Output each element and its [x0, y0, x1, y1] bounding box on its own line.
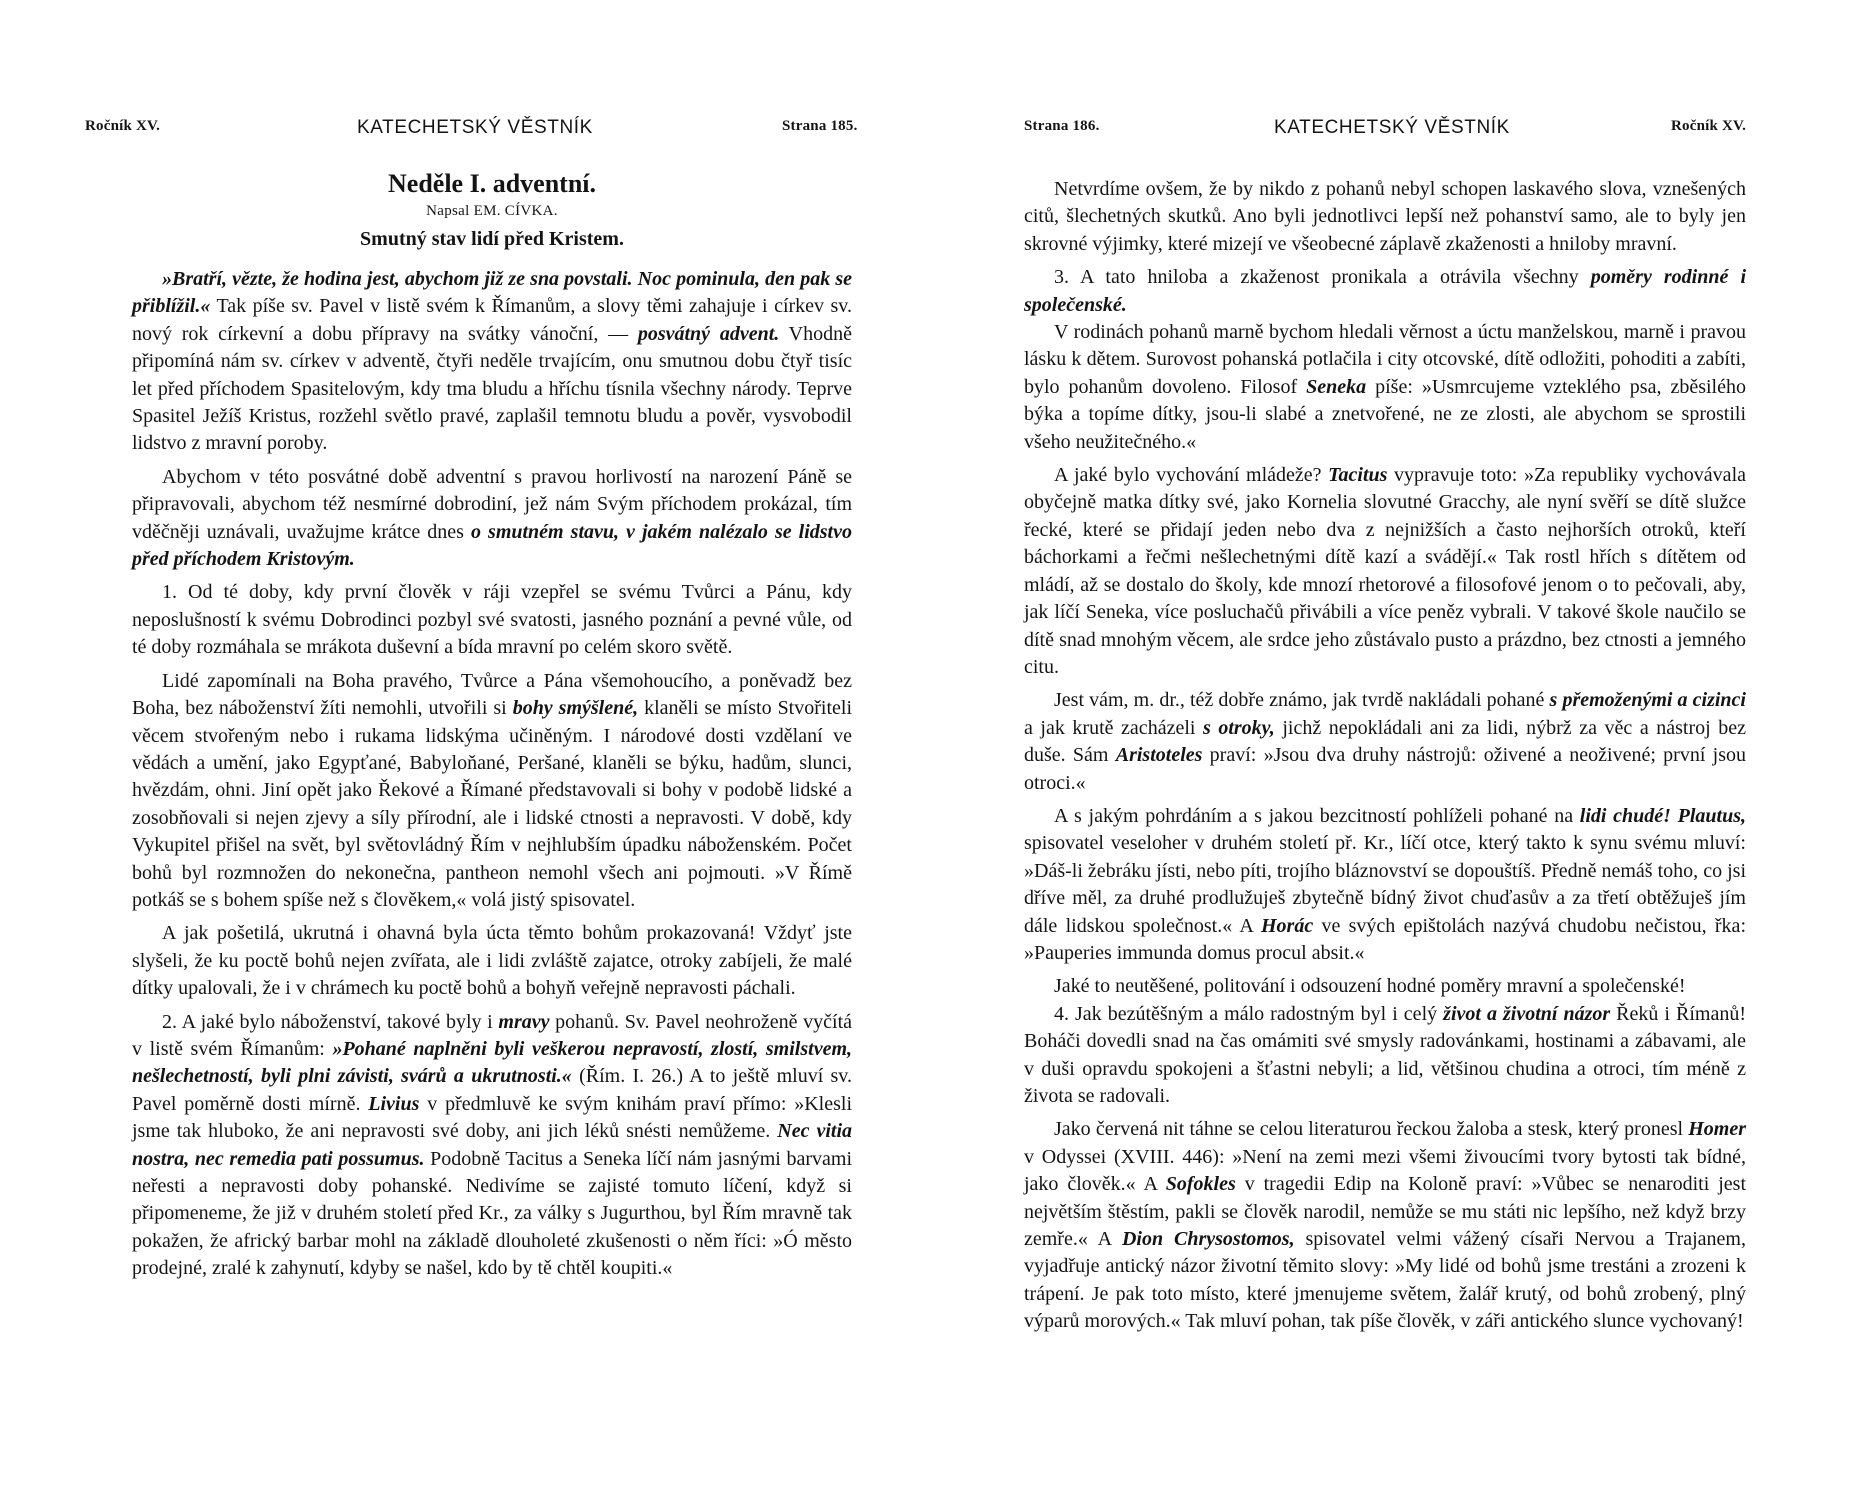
- article-subtitle: Smutný stav lidí před Kristem.: [360, 228, 624, 250]
- paragraph: A s jakým pohrdáním a s jakou bezcitností pohlíželi pohané na lidi chudé! Plautus, spisovatel veseloher v druhém století př. Kr., líčí otce, který takto k synu svému mluví: »Dáš-li žebráku jísti, nebo píti, trojího bláznovství se dopouštíš. Předně nemáš toho, co jsi dříve měl, za druhé prodlužuješ zbytečně bídný život chuďasův a za třetí obtěžuješ jím dále lidskou společnost.« A Horác ve svých epištolách nazývá chudobu nečistou, řka: »Pauperies immunda domus procul absit.«: [1024, 804, 1747, 964]
- header-page-number: Strana 186.: [1024, 118, 1100, 134]
- paragraph: 4. Jak bezútěšným a málo radostným byl i celý život a životní názor Řeků i Římanů! Boháči dovedli snad na čas omámiti své smysly radovánkami, hostinami a zábavami, ale v duši opravdu spokojeni a šťastni nebyli; a lid, většinou chudina a otroci, tím méně z života se radovali.: [1024, 1002, 1746, 1107]
- text-column: [132, 168, 852, 1283]
- header-journal-title: KATECHETSKÝ VĚSTNÍK: [357, 117, 593, 138]
- paragraph: Lidé zapomínali na Boha pravého, Tvůrce a Pána všemohoucího, a poněvadž bez Boha, bez náboženství žíti nemohli, utvořili si bohy smýšlené, klaněli se místo Stvořiteli věcem stvořeným nebo i rukama lidskýma učiněným. I národové dosti vzdělaní ve vědách a umění, jako Egypťané, Babyloňané, Peršané, klaněli se býku, hadům, slunci, hvězdám, ohni. Jiní opět jako Řekové a Římané představovali si bohy v podobě lidské a zosobňovali si nejen zjevy a síly přírodní, ale i lidské ctnosti a nepravosti. V době, kdy Vykupitel přišel na svět, byl světovládný Řím v nejhlubším úpadku náboženském. Počet bohů byl rozmnožen do nekonečna, pantheon nemohl všech ani pojmouti. »V Římě potkáš se s bohem spíše než s člověkem,« volá jistý spisovatel.: [132, 669, 853, 911]
- header-volume: Ročník XV.: [1671, 118, 1747, 134]
- paragraph: Abychom v této posvátné době adventní s pravou horlivostí na narození Páně se připravovali, abychom též nesmírné dobrodiní, jež nám Svým příchodem prokázal, tím vděčněji uznávali, uvažujme krátce dnes o smutném stavu, v jakém nalézalo se lidstvo před příchodem Kristovým.: [132, 465, 852, 571]
- paragraph: »Bratří, vězte, že hodina jest, abychom již ze sna povstali. Noc pominula, den pak se přiblížil.« Tak píše sv. Pavel v listě svém k Římanům, a slovy těmi zahajuje i církev sv. nový rok církevní a dobu přípravy na svátky vánoční, — posvátný advent. Vhodně připomíná nám sv. církev v adventě, čtyři neděle trvajícím, onu smutnou dobu čtyř tisíc let před příchodem Spasitelovým, kdy tma bludu a hříchu tísnila všechny národy. Teprve Spasitel Ježíš Kristus, rozžehl světlo pravé, zaplašil temnotu bludu a pověr, vysvobodil lidstvo z mravní poroby.: [132, 268, 852, 455]
- right-page: [929, 0, 1858, 1501]
- text-column: [1024, 176, 1746, 1336]
- article-author: Napsal EM. CÍVKA.: [426, 203, 558, 219]
- header-volume: Ročník XV.: [85, 118, 161, 134]
- paragraph: Jako červená nit táhne se celou literaturou řeckou žaloba a stesk, který pronesl Homer v Odyssei (XVIII. 446): »Není na zemi mezi všemi živoucími tvory bytosti tak bídné, jako člověk.« A Sofokles v tragedii Edip na Koloně praví: »Vůbec se nenaroditi jest největším štěstím, pakli se člověk narodil, nemůže se mu státi nic lepšího, než když brzy zemře.« A Dion Chrysostomos, spisovatel velmi vážený císaři Nervou a Trajanem, vyjadřuje antický názor životní těmito slovy: »My lidé od bohů jsme trestáni a zrozeni k trápení. Je pak toto místo, které jmenujeme světem, žalář krutý, od bohů zrobený, plný výparů morových.« Tak mluví pohan, tak píše člověk, v záři antického slunce vychovaný!: [1024, 1118, 1746, 1333]
- paragraph: Jaké to neutěšené, politování i odsouzení hodné poměry mravní a společenské!: [1054, 975, 1686, 998]
- paragraph: Jest vám, m. dr., též dobře známo, jak tvrdě nakládali pohané s přemoženými a cizinci a jak krutě zacházeli s otroky, jichž nepokládali ani za lidi, nýbrž za věc a nástroj bez duše. Sám Aristoteles praví: »Jsou dva druhy nástrojů: oživené a neoživené; první jsou otroci.«: [1024, 689, 1746, 794]
- paragraph: 3. A tato hniloba a zkaženost pronikala a otrávila všechny poměry rodinné i společenské.: [1024, 266, 1746, 316]
- paragraph: Netvrdíme ovšem, že by nikdo z pohanů nebyl schopen laskavého slova, vznešených citů, šlechetných skutků. Ano byli jednotlivci lepší než pohanství samo, ale to byly jen skrovné výjimky, které mizejí ve všeobecné záplavě zkaženosti a hniloby mravní.: [1024, 178, 1746, 255]
- paragraph: A jaké bylo vychování mládeže? Tacitus vypravuje toto: »Za republiky vychovávala obyčejně matka dítky své, jako Kornelia slovutné Gracchy, ale nyní svěří se dítě služce řecké, které se přidají jeden nebo dva z nejnižších a často nejhorších otroků, kteří báchorkami a řečmi nešlechetnými dítě kazí a svádějí.« Tak rostl hřích s dítětem od mládí, až se dostalo do školy, kde mnozí rhetorové a filosofové jenom o to pečovali, aby, jak líčí Seneka, více posluchačů přivábili a více peněz vybrali. V takové škole naučilo se dítě snad mnohým věcem, ale srdce jeho zůstávalo pusto a prázdno, bez ctnosti a jemného citu.: [1024, 464, 1746, 678]
- article-title: Neděle I. adventní.: [388, 169, 596, 198]
- header-page-number: Strana 185.: [782, 118, 858, 134]
- header-journal-title: KATECHETSKÝ VĚSTNÍK: [1274, 117, 1510, 138]
- paragraph: 1. Od té doby, kdy první člověk v ráji vzepřel se svému Tvůrci a Pánu, kdy neposlušností k svému Dobrodinci pozbyl své svatosti, jasného poznání a pevné vůle, od té doby rozmáhala se mrákota duševní a bída mravní po celém skoro světě.: [132, 581, 852, 659]
- paragraph: A jak pošetilá, ukrutná i ohavná byla úcta těmto bohům prokazovaná! Vždyť jste slyšeli, že ku poctě bohů nejen zvířata, ale i lidi zvláště zajatce, otroky zabíjeli, že malé dítky upalovali, že i v chrámech ku poctě bohů a bohyň veřejně nepravosti páchali.: [132, 922, 852, 1000]
- paragraph: V rodinách pohanů marně bychom hledali věrnost a úctu manželskou, marně i pravou lásku k dětem. Surovost pohanská potlačila i city otcovské, dítě odložiti, pohoditi a zabíti, bylo pohanům dovoleno. Filosof Seneka píše: »Usmrcujeme vzteklého psa, zběsilého býka a topíme dítky, jsou-li slabé a znetvořené, ne ze zlosti, ale abychom se sprostili všeho neužitečného.«: [1024, 321, 1746, 453]
- paragraph: 2. A jaké bylo náboženství, takové byly i mravy pohanů. Sv. Pavel neohroženě vyčítá v listě svém Římanům: »Pohané naplněni byli veškerou nepravostí, zlostí, smilstvem, nešlechetností, byli plni závisti, svárů a ukrutnosti.« (Řím. I. 26.) A to ještě mluví sv. Pavel poměrně dosti mírně. Livius v předmluvě ke svým knihám praví přímo: »Klesli jsme tak hluboko, že ani nepravosti své doby, ani jich léků snésti nemůžeme. Nec vitia nostra, nec remedia pati possumus. Podobně Tacitus a Seneka líčí nám jasnými barvami neřesti a nepravosti doby pohanské. Nedivíme se zajisté tomuto líčení, když si připomeneme, že již v druhém století před Kr., za války s Jugurthou, byl Řím mravně tak pokažen, že africký barbar mohl na základě dlouholeté zkušenosti o něm říci: »Ó město prodejné, zralé k zahynutí, kdyby se našel, kdo by tě chtěl koupiti.«: [132, 1010, 853, 1280]
